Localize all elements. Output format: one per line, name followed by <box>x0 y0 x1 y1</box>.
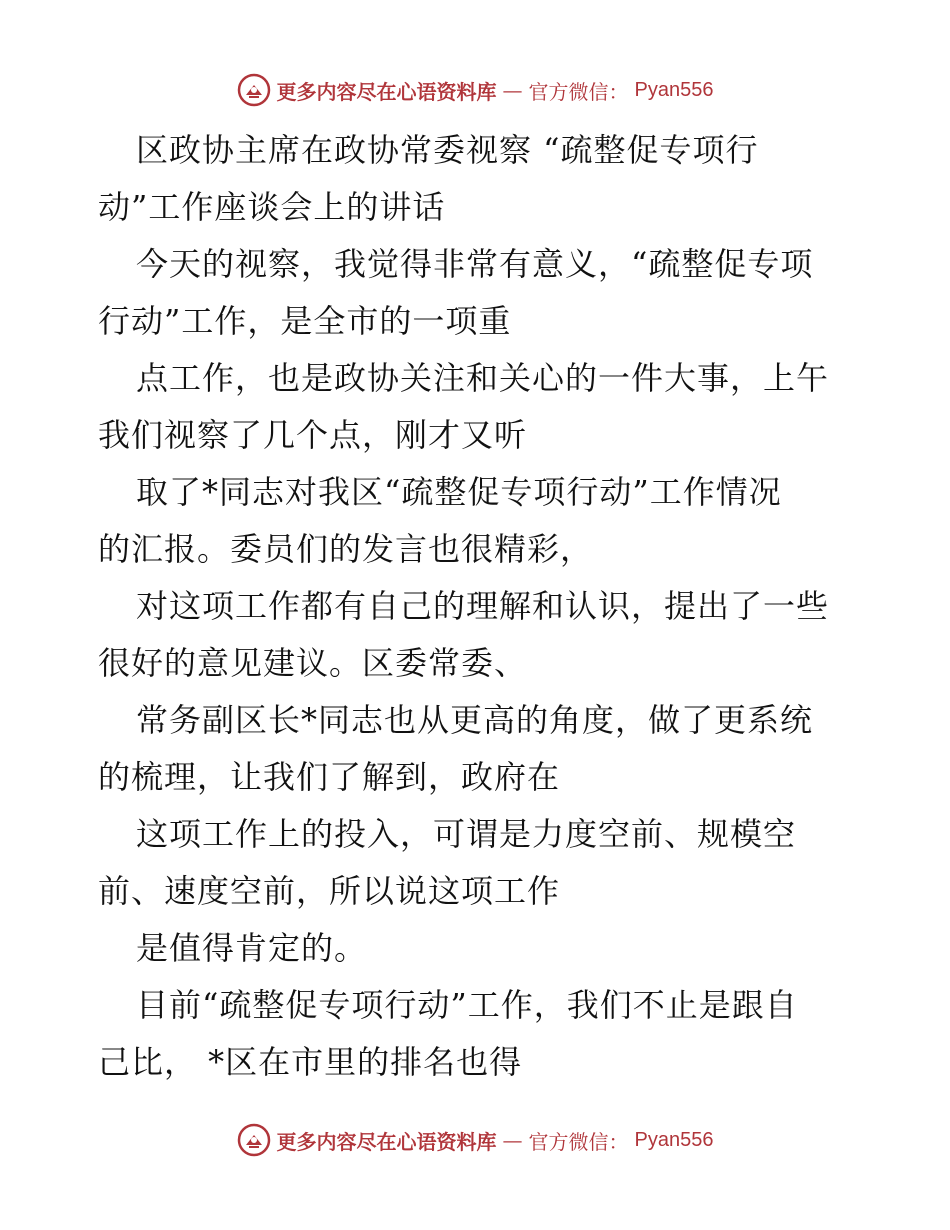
text-line: 对这项工作都有自己的理解和认识，提出了一些 <box>136 587 830 625</box>
text-line: 很好的意见建议。区委常委、 <box>98 644 528 682</box>
text-line: 常务副区长*同志也从更高的角度，做了更系统 <box>136 701 814 739</box>
text-line: 前、速度空前，所以说这项工作 <box>98 872 561 910</box>
paragraph <box>98 236 858 350</box>
text-line: 的汇报。委员们的发言也很精彩， <box>98 530 594 568</box>
banner-wechat-label: 官方微信： <box>528 1129 629 1154</box>
text-line: 区政协主席在政协常委视察 “疏整促专项行 <box>136 131 759 169</box>
banner-brand: 更多内容尽在心语资料库 <box>276 79 497 104</box>
paragraph <box>98 806 858 920</box>
text-line: 的梳理，让我们了解到，政府在 <box>98 758 561 796</box>
paragraph <box>98 977 858 1091</box>
paragraph <box>98 578 858 692</box>
text-line: 是值得肯定的。 <box>136 929 368 967</box>
text-line: 我们视察了几个点，刚才又听 <box>98 416 528 454</box>
paragraph <box>98 350 858 464</box>
text-line: 点工作，也是政协关注和关心的一件大事，上午 <box>136 359 830 397</box>
book-logo-icon <box>237 1123 271 1157</box>
banner-brand: 更多内容尽在心语资料库 <box>276 1129 497 1154</box>
footer-banner <box>0 1120 950 1160</box>
document-title <box>98 122 858 236</box>
paragraph <box>98 692 858 806</box>
text-line: 取了*同志对我区“疏整促专项行动”工作情况 <box>136 473 782 511</box>
text-line: 今天的视察，我觉得非常有意义，“疏整促专项 <box>136 245 814 283</box>
header-banner <box>0 70 950 110</box>
banner-wechat-id: Pyan556 <box>634 1128 714 1151</box>
text-line: 目前“疏整促专项行动”工作，我们不止是跟自 <box>136 986 798 1024</box>
document-body <box>98 122 858 1091</box>
banner-wechat-label: 官方微信： <box>528 79 629 104</box>
paragraph <box>98 920 858 977</box>
text-line: 这项工作上的投入，可谓是力度空前、规模空 <box>136 815 797 853</box>
banner-wechat-id: Pyan556 <box>634 78 714 101</box>
banner-separator: — <box>502 1128 523 1152</box>
text-line: 行动”工作，是全市的一项重 <box>98 302 512 340</box>
text-line: 动”工作座谈会上的讲话 <box>98 188 446 226</box>
text-line: 己比， *区在市里的排名也得 <box>98 1043 523 1081</box>
paragraph <box>98 464 858 578</box>
book-logo-icon <box>237 73 271 107</box>
banner-separator: — <box>502 78 523 102</box>
